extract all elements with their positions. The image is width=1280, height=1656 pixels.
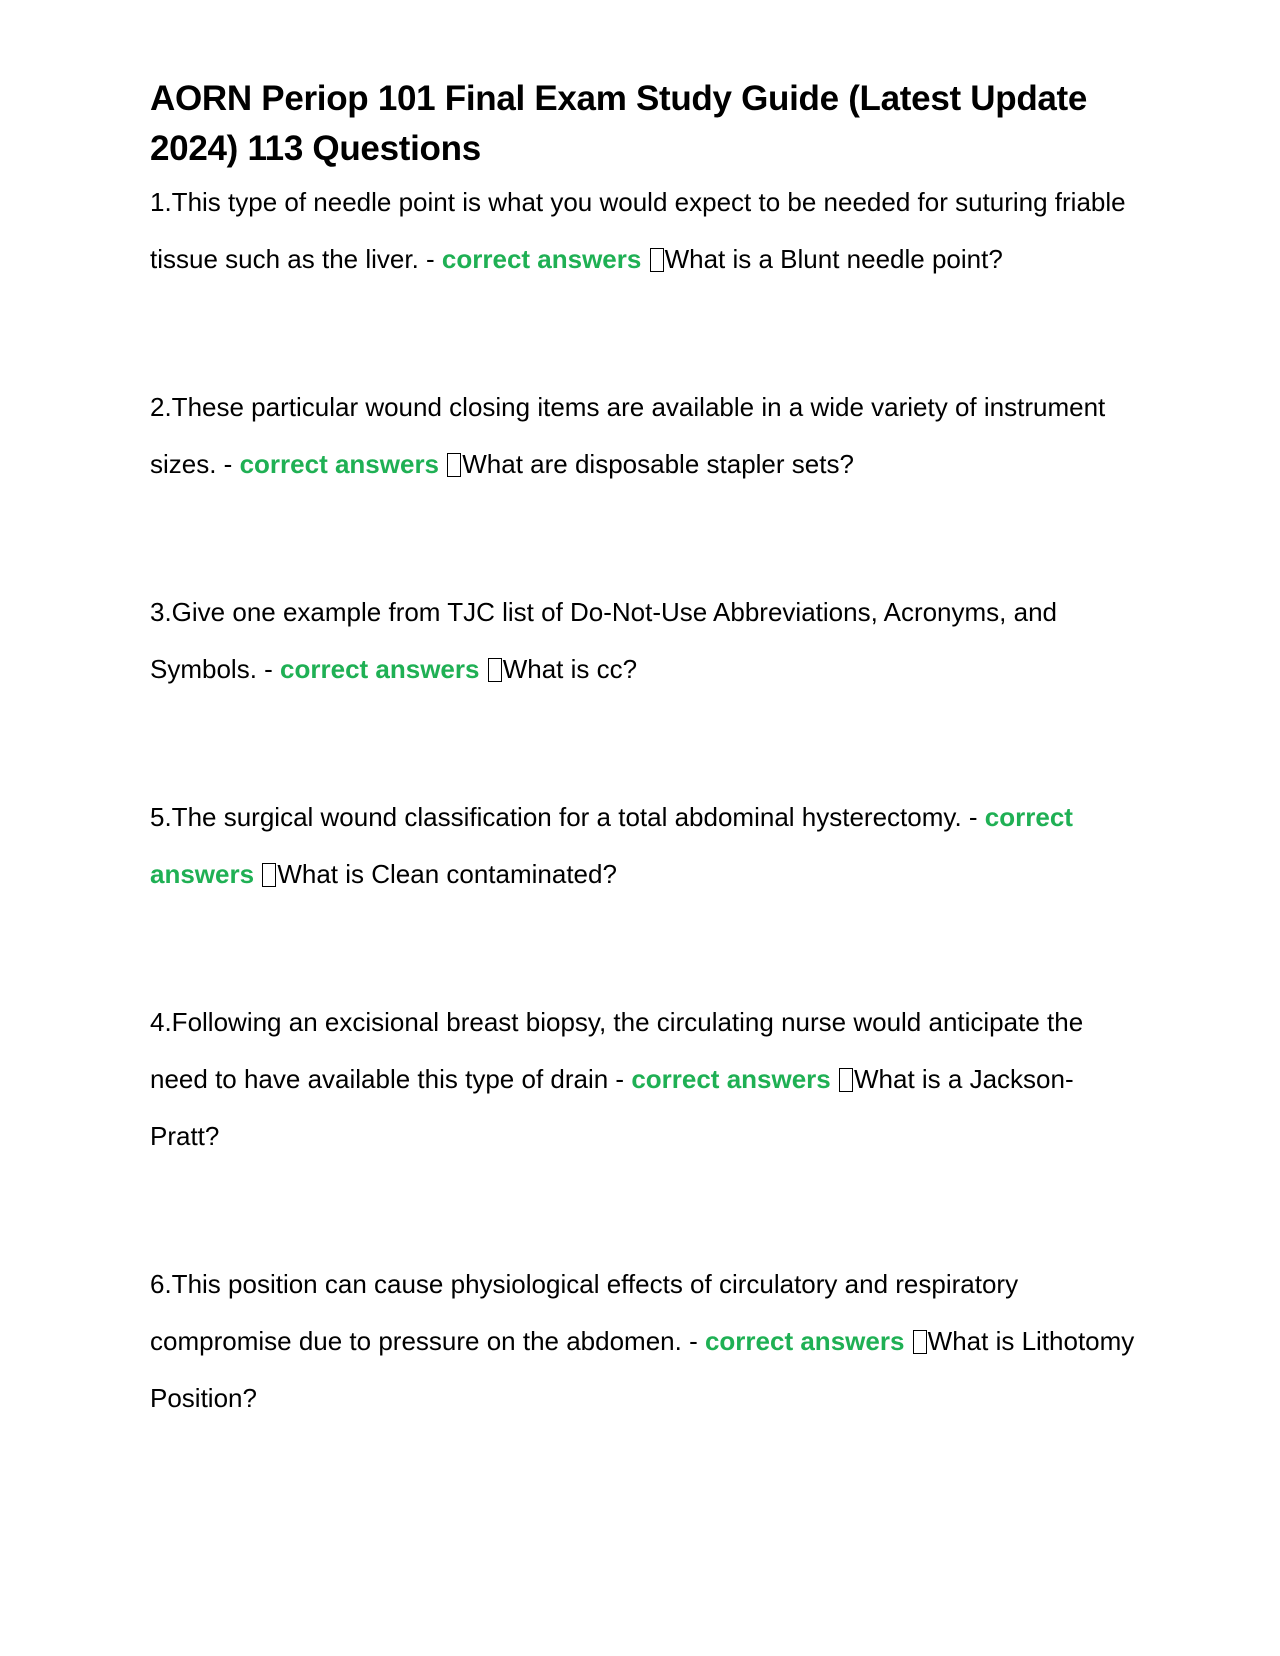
question-text: 6.This position can cause physiological effects of circulatory and respiratory compromise due to pressure on the abdomen. -: [150, 1269, 1019, 1356]
correct-answers-label: correct answers: [150, 802, 1073, 889]
document-title: AORN Periop 101 Final Exam Study Guide (Latest Update 2024) 113 Questions: [150, 79, 1088, 168]
answer-text: What is a Jackson-Pratt?: [150, 1064, 1074, 1151]
answer-text: What is cc?: [502, 654, 638, 684]
question-text: 3.Give one example from TJC list of Do-Not-Use Abbreviations, Acronyms, and Symbols. -: [150, 597, 1058, 684]
correct-answers-label: correct answers: [239, 449, 440, 479]
question-text: 5.The surgical wound classification for a total abdominal hysterectomy. -: [150, 802, 985, 832]
document-page: [150, 74, 1140, 1427]
question-text: 4.Following an excisional breast biopsy, the circulating nurse would anticipate the need to have available this type of drain -: [150, 1007, 1084, 1094]
correct-answers-label: correct answers: [441, 244, 642, 274]
title-block: [150, 74, 1140, 174]
answer-text: What is Clean contaminated?: [277, 859, 617, 889]
answer-text: What are disposable stapler sets?: [462, 449, 854, 479]
missing-glyph-box-icon: [447, 453, 461, 477]
qa-item: [150, 1256, 1140, 1427]
missing-glyph-box-icon: [913, 1330, 927, 1354]
correct-answers-label: correct answers: [704, 1326, 905, 1356]
missing-glyph-box-icon: [650, 248, 664, 272]
qa-item: [150, 584, 1140, 698]
question-text: 1.This type of needle point is what you would expect to be needed for suturing friable tissue such as the liver. -: [150, 187, 1126, 274]
answer-text: What is a Blunt needle point?: [664, 244, 1003, 274]
qa-item: [150, 994, 1140, 1165]
qa-item: [150, 789, 1140, 903]
correct-answers-label: correct answers: [280, 654, 480, 684]
question-text: 2.These particular wound closing items are available in a wide variety of instrument sizes. -: [150, 392, 1106, 479]
qa-item: [150, 174, 1140, 288]
missing-glyph-box-icon: [839, 1068, 853, 1092]
answer-text: What is Lithotomy Position?: [150, 1326, 1135, 1413]
missing-glyph-box-icon: [262, 863, 276, 887]
qa-item: [150, 379, 1140, 493]
correct-answers-label: correct answers: [631, 1064, 831, 1094]
missing-glyph-box-icon: [488, 658, 502, 682]
